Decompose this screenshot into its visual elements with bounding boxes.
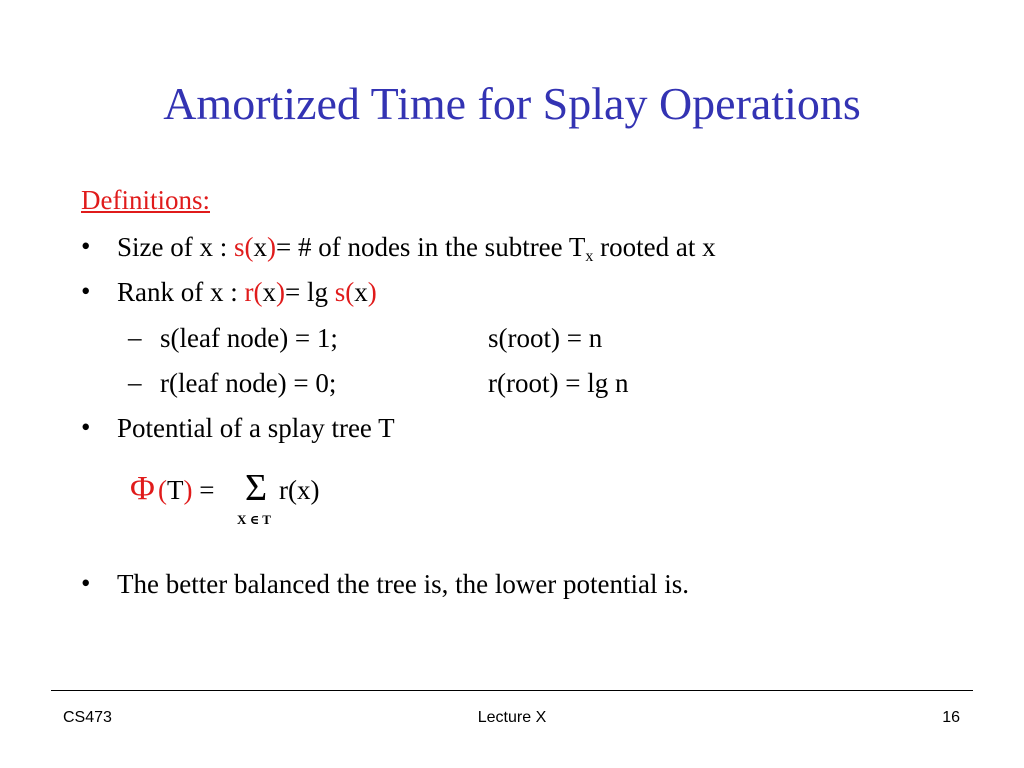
rank-prefix: Rank of x : (117, 277, 245, 307)
formula-lhs (158, 475, 214, 506)
rank-definition (117, 276, 377, 308)
leaf-size-text: s(leaf node) = 1; (160, 323, 338, 353)
sigma-symbol: Σ (245, 467, 268, 509)
formula-close: ) (183, 475, 193, 505)
bullet-balance: • (81, 568, 91, 598)
footer-divider (51, 690, 973, 691)
leaf-rank-text: r(leaf node) = 0; (160, 368, 337, 398)
formula-term: r(x) (279, 475, 320, 505)
definitions-heading: Definitions: (81, 185, 210, 215)
root-size-text: s(root) = n (488, 323, 603, 353)
size-close: ) (266, 232, 276, 262)
size-s-open: s( (233, 232, 254, 262)
formula-T: T (167, 475, 184, 505)
rank-middle: = lg (284, 277, 335, 307)
size-middle: = # of nodes in the subtree T (275, 232, 586, 262)
rank-x2: x (354, 277, 368, 307)
rank-close: ) (275, 277, 285, 307)
size-definition (117, 231, 716, 266)
footer-course: CS473 (63, 709, 112, 726)
footer-lecture: Lecture X (477, 709, 547, 726)
phi-symbol: Φ (130, 470, 155, 507)
dash-leaf-rank: – (128, 367, 142, 397)
root-rank-text: r(root) = lg n (488, 368, 629, 398)
balance-text: The better balanced the tree is, the lower potential is. (117, 569, 690, 599)
bullet-size: • (81, 231, 91, 261)
size-prefix: Size of x : (117, 232, 234, 262)
rank-s-open: s( (334, 277, 355, 307)
size-suffix: rooted at x (593, 232, 716, 262)
rank-x: x (262, 277, 276, 307)
formula-equals: = (192, 475, 215, 505)
formula-open: ( (158, 475, 167, 505)
size-x: x (253, 232, 267, 262)
slide-title: Amortized Time for Splay Operations (163, 78, 861, 129)
potential-text: Potential of a splay tree T (117, 413, 395, 443)
bullet-potential: • (81, 412, 91, 442)
bullet-rank: • (81, 276, 91, 306)
footer-page-number: 16 (942, 709, 960, 726)
rank-close2: ) (367, 277, 377, 307)
sum-subscript: X ∈ T (237, 512, 271, 527)
size-subscript: x (585, 248, 594, 265)
rank-r-open: r( (244, 277, 263, 307)
dash-leaf-size: – (128, 322, 142, 352)
